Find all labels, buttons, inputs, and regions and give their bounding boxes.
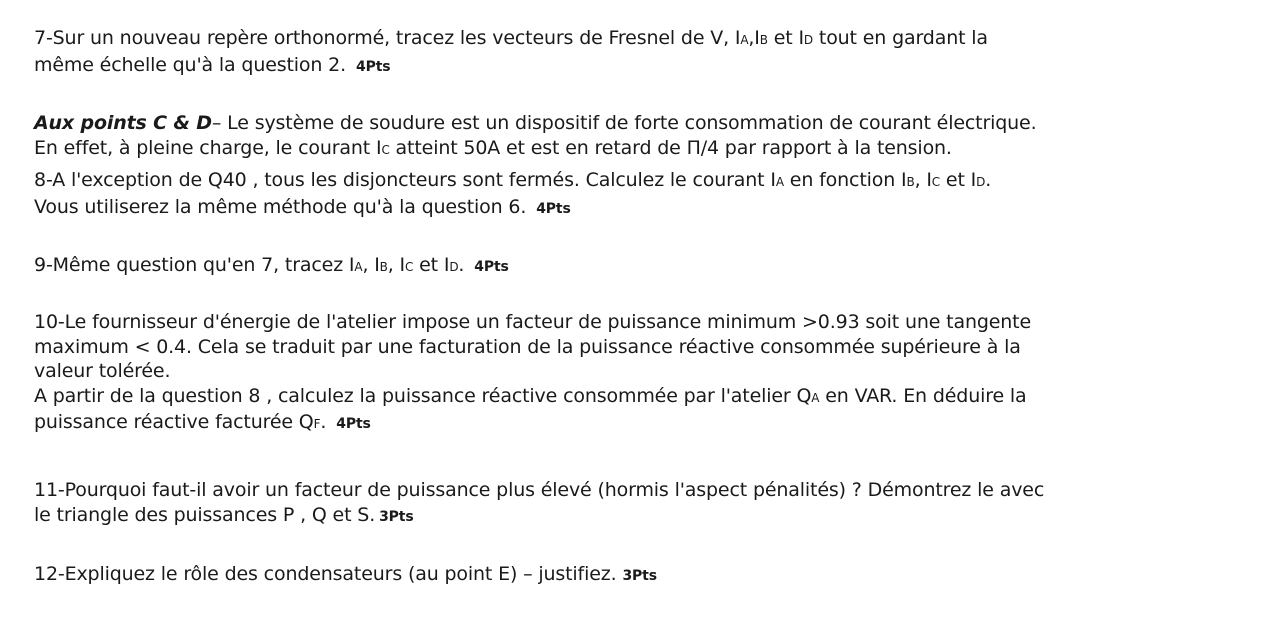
question-8-line-2: Vous utiliserez la même méthode qu'à la question 6. 4Pts: [34, 195, 571, 218]
question-12: [34, 562, 1234, 589]
question-9: [34, 253, 1234, 280]
question-7-line-1: 7-Sur un nouveau repère orthonormé, tracez les vecteurs de Fresnel de V, IA,IB et ID tout en gardant la: [34, 27, 988, 49]
question-11-line-2: le triangle des puissances P , Q et S. 3Pts: [34, 503, 414, 526]
question-7: [34, 26, 1234, 79]
question-12-line-1: 12-Expliquez le rôle des condensateurs (au point E) – justifiez. 3Pts: [34, 563, 657, 585]
intro-heading: Aux points C & D: [34, 112, 212, 134]
question-10-line-2: maximum < 0.4. Cela se traduit par une facturation de la puissance réactive consommée supérieure à la: [34, 335, 1021, 358]
question-10: [34, 310, 1234, 437]
question-8: [34, 168, 1234, 221]
question-11: [34, 478, 1234, 529]
points-badge: 4Pts: [356, 58, 391, 75]
question-8-line-1: 8-A l'exception de Q40 , tous les disjoncteurs sont fermés. Calculez le courant IA en fonction IB, IC et ID.: [34, 169, 992, 191]
question-10-line-1: 10-Le fournisseur d'énergie de l'atelier impose un facteur de puissance minimum >0.93 soit une tangente: [34, 311, 1032, 333]
question-10-line-3: valeur tolérée.: [34, 360, 171, 383]
points-badge: 4Pts: [536, 200, 571, 217]
intro-points-c-d: [34, 111, 1234, 162]
points-badge: 3Pts: [622, 568, 657, 584]
question-11-line-1: 11-Pourquoi faut-il avoir un facteur de puissance plus élevé (hormis l'aspect pénalités) ? Démontrez le avec: [34, 479, 1045, 501]
question-10-line-5: puissance réactive facturée QF. 4Pts: [34, 411, 371, 434]
question-9-line-1: 9-Même question qu'en 7, tracez IA, IB, IC et ID. 4Pts: [34, 254, 509, 276]
question-10-line-4: A partir de la question 8 , calculez la puissance réactive consommée par l'atelier QA en VAR. En déduire la: [34, 384, 1027, 407]
question-7-line-2: même échelle qu'à la question 2. 4Pts: [34, 53, 391, 76]
intro-line-1: Aux points C & D– Le système de soudure est un dispositif de forte consommation de courant électrique.: [34, 112, 1037, 134]
intro-line-2: En effet, à pleine charge, le courant IC atteint 50A et est en retard de Π/4 par rapport à la tension.: [34, 136, 952, 159]
points-badge: 4Pts: [336, 416, 371, 433]
points-badge: 3Pts: [379, 508, 414, 525]
points-badge: 4Pts: [474, 259, 509, 275]
